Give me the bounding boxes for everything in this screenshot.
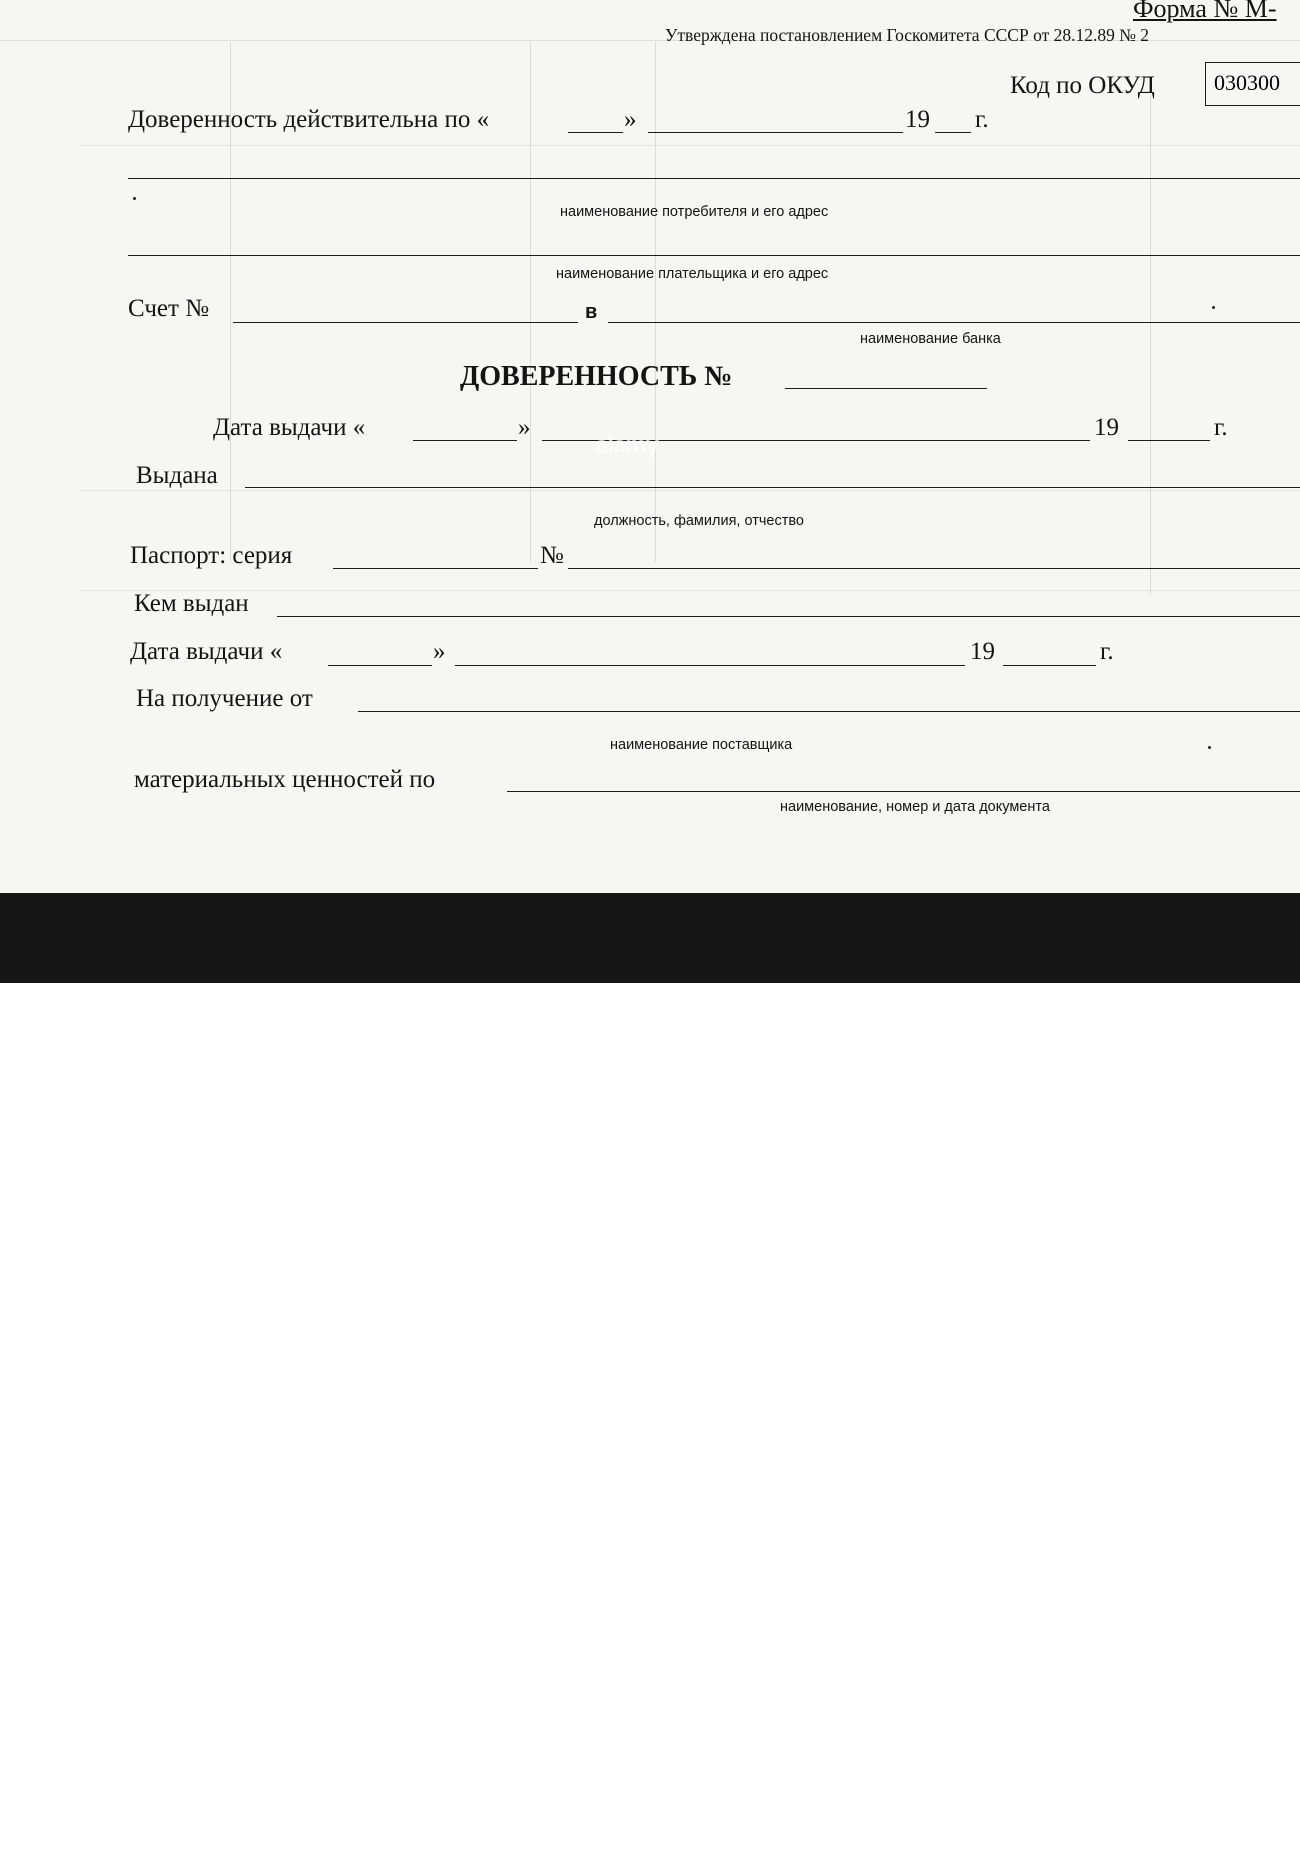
power-of-attorney-form bbox=[0, 0, 1300, 893]
attorney-number-field[interactable] bbox=[785, 388, 987, 389]
image-id: 2JN9RAD bbox=[1095, 1810, 1193, 1835]
issue-date-label: Дата выдачи « bbox=[213, 414, 366, 441]
validity-year-suffix: г. bbox=[975, 106, 989, 133]
payer-field[interactable] bbox=[128, 255, 1300, 256]
receipt-from-label: На получение от bbox=[136, 685, 313, 712]
position-caption: должность, фамилия, отчество bbox=[594, 513, 804, 529]
issued-to-label: Выдана bbox=[136, 462, 218, 489]
passport-year-suffix: г. bbox=[1100, 638, 1114, 665]
issued-by-label: Кем выдан bbox=[134, 590, 249, 617]
document-title: ДОВЕРЕННОСТЬ № bbox=[460, 361, 733, 392]
issue-year-prefix: 19 bbox=[1094, 414, 1119, 441]
bleed-through-line bbox=[1150, 95, 1151, 595]
bleed-through-line bbox=[80, 490, 1300, 491]
validity-year-prefix: 19 bbox=[905, 106, 930, 133]
document-caption: наименование, номер и дата документа bbox=[780, 799, 1050, 815]
watermark-logo: alamy bbox=[595, 432, 659, 459]
okud-code-box bbox=[1205, 62, 1300, 106]
okud-code: 030300 bbox=[1214, 70, 1280, 95]
form-number: Форма № М- bbox=[1133, 0, 1277, 23]
validity-year-field[interactable] bbox=[935, 132, 971, 133]
passport-date-label: Дата выдачи « bbox=[130, 638, 283, 665]
bleed-through-line bbox=[80, 145, 1300, 146]
issued-to-field[interactable] bbox=[245, 487, 1300, 488]
account-label: Счет № bbox=[128, 295, 210, 322]
speck bbox=[133, 197, 136, 200]
document-field[interactable] bbox=[507, 791, 1300, 792]
issued-by-field[interactable] bbox=[277, 616, 1300, 617]
issue-year-suffix: г. bbox=[1214, 414, 1228, 441]
consumer-field[interactable] bbox=[128, 178, 1300, 179]
passport-series-label: Паспорт: серия bbox=[130, 542, 293, 569]
passport-month-field[interactable] bbox=[455, 665, 965, 666]
supplier-caption: наименование поставщика bbox=[610, 737, 793, 753]
passport-day-field[interactable] bbox=[328, 665, 432, 666]
alamy-logo: alamy bbox=[50, 1799, 199, 1859]
material-values-label: материальных ценностей по bbox=[134, 766, 436, 793]
issue-day-field[interactable] bbox=[413, 440, 517, 441]
validity-prefix: Доверенность действительна по « bbox=[128, 106, 490, 133]
approval-text: Утверждена постановлением Госкомитета СССР от 28.12.89 № 2 bbox=[665, 25, 1150, 45]
account-number-field[interactable] bbox=[233, 322, 578, 323]
validity-day-field[interactable] bbox=[568, 132, 623, 133]
passport-number-field[interactable] bbox=[568, 568, 1300, 569]
okud-label: Код по ОКУД bbox=[1010, 72, 1155, 99]
watermark-bar bbox=[0, 893, 1300, 1859]
issue-year-field[interactable] bbox=[1128, 440, 1210, 441]
bleed-through-line bbox=[80, 590, 1300, 591]
account-in-label: в bbox=[585, 301, 598, 323]
speck bbox=[1212, 306, 1215, 309]
bank-caption: наименование банка bbox=[860, 331, 1001, 347]
speck bbox=[1208, 746, 1211, 749]
issue-quote-close: » bbox=[518, 414, 531, 441]
passport-number-label: № bbox=[540, 542, 564, 569]
bleed-through-line bbox=[530, 42, 531, 562]
consumer-caption: наименование потребителя и его адрес bbox=[560, 204, 829, 220]
passport-year-prefix: 19 bbox=[970, 638, 995, 665]
bank-field[interactable] bbox=[608, 322, 1300, 323]
payer-caption: наименование плательщика и его адрес bbox=[556, 266, 829, 282]
bleed-through-line bbox=[655, 42, 656, 562]
passport-quote-close: » bbox=[433, 638, 446, 665]
passport-series-field[interactable] bbox=[333, 568, 538, 569]
supplier-field[interactable] bbox=[358, 711, 1300, 712]
validity-quote-close: » bbox=[624, 106, 637, 133]
validity-month-field[interactable] bbox=[648, 132, 903, 133]
passport-year-field[interactable] bbox=[1003, 665, 1096, 666]
